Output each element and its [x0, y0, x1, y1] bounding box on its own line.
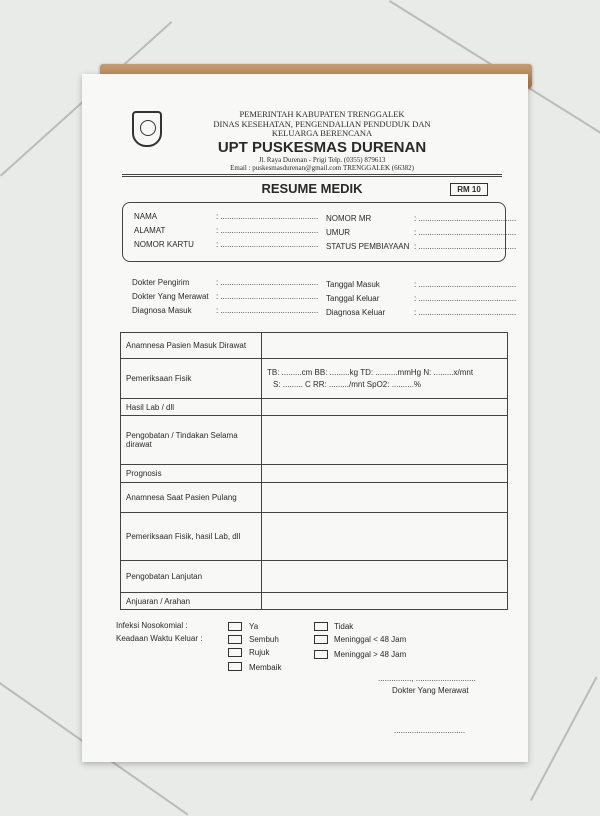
row-field-vitals[interactable]: [262, 359, 508, 399]
option-meninggal-gt-48: Meninggal > 48 Jam: [334, 650, 407, 659]
option-tidak: Tidak: [334, 622, 354, 631]
option-ya: Ya: [249, 622, 259, 631]
field-diagnosa-masuk[interactable]: : ............................................: [216, 306, 319, 315]
email: Email : puskesmasdurenan@gmail.com TRENGGALEK (66382): [230, 164, 414, 172]
date-line[interactable]: ..............., ...........................: [378, 674, 476, 683]
option-sembuh: Sembuh: [249, 635, 279, 644]
field-alamat[interactable]: : ............................................: [216, 226, 319, 235]
form-title: RESUME MEDIK: [261, 181, 363, 196]
checkbox-membaik[interactable]: [228, 662, 242, 671]
label-tanggal-keluar: Tanggal Keluar: [326, 294, 380, 303]
checkbox-rujuk[interactable]: [228, 648, 242, 657]
field-tanggal-keluar[interactable]: : ............................................: [414, 294, 517, 303]
label-umur: UMUR: [326, 228, 350, 237]
label-nomor-mr: NOMOR MR: [326, 214, 372, 223]
field-status-pembiayaan[interactable]: : ............................................: [414, 242, 517, 251]
field-nomor-kartu[interactable]: : ............................................: [216, 240, 319, 249]
table-row: [121, 465, 508, 483]
checkbox-tidak[interactable]: [314, 622, 328, 631]
signature-line[interactable]: ................................: [394, 726, 466, 735]
field-umur[interactable]: : ............................................: [414, 228, 517, 237]
row-field-hasil-lab[interactable]: [262, 399, 508, 416]
row-field-pengobatan-selama[interactable]: [262, 416, 508, 465]
table-row: [121, 333, 508, 359]
table-row: [121, 359, 508, 399]
row-field-pengobatan-lanjutan[interactable]: [262, 561, 508, 593]
form-sheet: [82, 74, 528, 762]
vitals-line1: TB: .........cm BB: .........kg TD: ..........mmHg N: .........x/mnt: [267, 368, 474, 377]
resume-table: [120, 332, 508, 610]
table-row: [121, 593, 508, 610]
option-membaik: Membaik: [249, 663, 282, 672]
checkbox-ya[interactable]: [228, 622, 242, 631]
label-status-pembiayaan: STATUS PEMBIAYAAN: [326, 242, 410, 251]
row-label-pengobatan-lanjutan: Pengobatan Lanjutan: [121, 561, 262, 593]
label-dokter-yang-merawat: Dokter Yang Merawat: [132, 292, 209, 301]
row-label-hasil-lab: Hasil Lab / dll: [121, 399, 262, 416]
table-row: [121, 483, 508, 513]
field-nama[interactable]: : ............................................: [216, 212, 319, 221]
row-field-prognosis[interactable]: [262, 465, 508, 483]
label-nama: NAMA: [134, 212, 158, 221]
row-label-pemeriksaan-fisik: Pemeriksaan Fisik: [121, 359, 262, 399]
row-label-anamnesa-pulang: Anamnesa Saat Pasien Pulang: [121, 483, 262, 513]
table-row: [121, 561, 508, 593]
row-label-anamnesa-masuk: Anamnesa Pasien Masuk Dirawat: [121, 333, 262, 359]
label-nomor-kartu: NOMOR KARTU: [134, 240, 194, 249]
row-field-pemeriksaan-pulang[interactable]: [262, 513, 508, 561]
field-nomor-mr[interactable]: : ............................................: [414, 214, 517, 223]
regency-logo: [132, 111, 162, 147]
row-field-anamnesa-pulang[interactable]: [262, 483, 508, 513]
letterhead: [177, 110, 467, 173]
label-keadaan-waktu-keluar: Keadaan Waktu Keluar :: [116, 634, 203, 643]
checkbox-meninggal-lt-48[interactable]: [314, 635, 328, 644]
checkbox-meninggal-gt-48[interactable]: [314, 650, 328, 659]
label-tanggal-masuk: Tanggal Masuk: [326, 280, 380, 289]
label-dokter-pengirim: Dokter Pengirim: [132, 278, 190, 287]
label-diagnosa-keluar: Diagnosa Keluar: [326, 308, 386, 317]
row-field-anamnesa-masuk[interactable]: [262, 333, 508, 359]
field-tanggal-masuk[interactable]: : ............................................: [414, 280, 517, 289]
field-dokter-pengirim[interactable]: : ............................................: [216, 278, 319, 287]
form-code: RM 10: [450, 183, 488, 196]
row-label-anjuran: Anjuaran / Arahan: [121, 593, 262, 610]
organization-name: UPT PUSKESMAS DURENAN: [217, 138, 427, 156]
row-field-anjuran[interactable]: [262, 593, 508, 610]
header-divider: [122, 174, 502, 175]
vitals-line2: S: ......... C RR: ........./mnt SpO2: ..........%: [273, 380, 422, 389]
table-row: [121, 399, 508, 416]
field-dokter-yang-merawat[interactable]: : ............................................: [216, 292, 319, 301]
row-label-pengobatan-selama: Pengobatan / Tindakan Selama dirawat: [121, 416, 262, 465]
header-divider: [122, 176, 502, 177]
tile-seam: [530, 676, 597, 801]
option-meninggal-lt-48: Meninggal < 48 Jam: [334, 635, 407, 644]
checkbox-sembuh[interactable]: [228, 635, 242, 644]
table-row: [121, 416, 508, 465]
row-label-pemeriksaan-pulang: Pemeriksaan Fisik, hasil Lab, dll: [121, 513, 262, 561]
option-rujuk: Rujuk: [249, 648, 270, 657]
label-infeksi-nosokomial: Infeksi Nosokomial :: [116, 621, 188, 630]
label-diagnosa-masuk: Diagnosa Masuk: [132, 306, 192, 315]
label-alamat: ALAMAT: [134, 226, 166, 235]
row-label-prognosis: Prognosis: [121, 465, 262, 483]
address: Jl. Raya Durenan - Prigi Telp. (0355) 879613: [258, 155, 386, 164]
table-row: [121, 513, 508, 561]
header-line2: DINAS KESEHATAN, PENGENDALIAN PENDUDUK DAN: [213, 118, 431, 129]
signer-label: Dokter Yang Merawat: [392, 686, 469, 695]
header-line3: KELUARGA BERENCANA: [271, 128, 373, 138]
field-diagnosa-keluar[interactable]: : ............................................: [414, 308, 517, 317]
header-line1: PEMERINTAH KABUPATEN TRENGGALEK: [239, 109, 405, 119]
